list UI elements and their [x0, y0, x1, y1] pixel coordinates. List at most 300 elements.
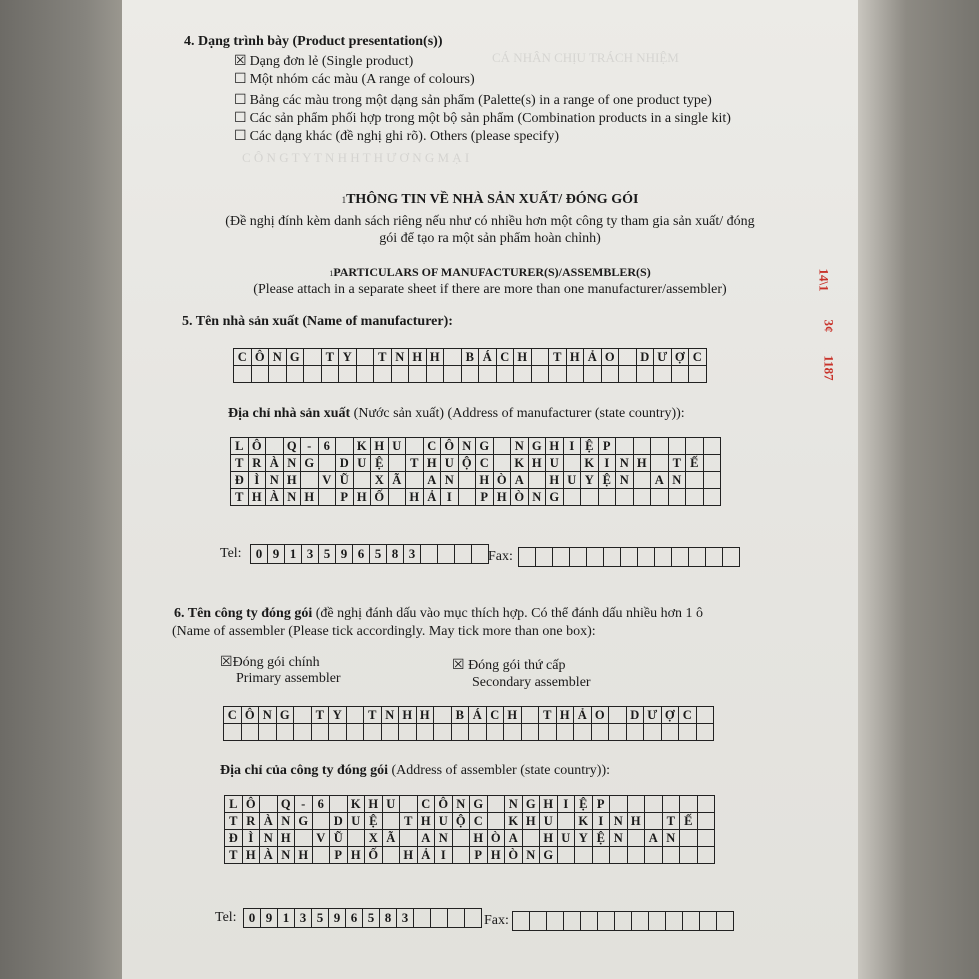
char-cell[interactable]: U	[441, 455, 459, 472]
char-cell[interactable]	[671, 366, 689, 383]
char-cell[interactable]	[294, 707, 312, 724]
char-cell[interactable]: T	[231, 455, 249, 472]
char-cell[interactable]: Ả	[417, 847, 435, 864]
digit-cell[interactable]: 0	[251, 545, 268, 564]
char-cell[interactable]	[556, 724, 574, 741]
char-cell[interactable]: U	[546, 455, 564, 472]
presentation-option[interactable]	[234, 71, 475, 88]
char-cell[interactable]	[575, 847, 593, 864]
digit-cell[interactable]	[717, 912, 734, 931]
digit-cell[interactable]: 5	[319, 545, 336, 564]
digit-cell[interactable]: 3	[302, 545, 319, 564]
primary-assembler-checkbox[interactable]: ☒	[220, 655, 233, 670]
char-cell[interactable]: À	[266, 455, 284, 472]
char-cell[interactable]: H	[409, 349, 427, 366]
char-cell[interactable]: H	[504, 707, 522, 724]
char-cell[interactable]: A	[417, 830, 435, 847]
char-cell[interactable]: Ộ	[458, 455, 476, 472]
char-cell[interactable]: R	[242, 813, 260, 830]
char-cell[interactable]	[697, 813, 715, 830]
digit-cell[interactable]	[649, 912, 666, 931]
char-cell[interactable]	[528, 472, 546, 489]
char-cell[interactable]: Ệ	[581, 438, 599, 455]
char-cell[interactable]	[426, 366, 444, 383]
char-cell[interactable]: Ợ	[671, 349, 689, 366]
char-cell[interactable]: L	[231, 438, 249, 455]
char-cell[interactable]: Q	[283, 438, 301, 455]
char-cell[interactable]: N	[668, 472, 686, 489]
char-cell[interactable]	[286, 366, 304, 383]
char-cell[interactable]: Ò	[493, 472, 511, 489]
char-cell[interactable]: C	[689, 349, 707, 366]
char-cell[interactable]: H	[406, 489, 424, 506]
char-cell[interactable]: D	[636, 349, 654, 366]
char-cell[interactable]	[598, 489, 616, 506]
char-cell[interactable]: T	[225, 847, 243, 864]
char-cell[interactable]: N	[283, 489, 301, 506]
char-cell[interactable]: T	[662, 813, 680, 830]
char-cell[interactable]: G	[276, 707, 294, 724]
char-cell[interactable]: Ã	[388, 472, 406, 489]
char-cell[interactable]	[318, 489, 336, 506]
char-cell[interactable]: K	[511, 455, 529, 472]
char-cell[interactable]	[610, 847, 628, 864]
char-cell[interactable]	[329, 724, 347, 741]
char-cell[interactable]: Ệ	[575, 796, 593, 813]
char-cell[interactable]: H	[301, 489, 319, 506]
char-cell[interactable]	[616, 438, 634, 455]
char-cell[interactable]: H	[400, 847, 418, 864]
assembler-address-grid[interactable]	[224, 795, 715, 864]
char-cell[interactable]: U	[540, 813, 558, 830]
char-cell[interactable]: T	[364, 707, 382, 724]
char-cell[interactable]: T	[549, 349, 567, 366]
char-cell[interactable]: P	[330, 847, 348, 864]
char-cell[interactable]: Ư	[654, 349, 672, 366]
char-cell[interactable]	[686, 438, 704, 455]
char-cell[interactable]	[399, 724, 417, 741]
char-cell[interactable]: -	[301, 438, 319, 455]
presentation-option[interactable]	[234, 128, 559, 145]
char-cell[interactable]: Ô	[441, 438, 459, 455]
char-cell[interactable]: H	[423, 455, 441, 472]
char-cell[interactable]	[295, 830, 313, 847]
digit-cell[interactable]	[455, 545, 472, 564]
digit-cell[interactable]: 3	[295, 909, 312, 928]
char-cell[interactable]	[451, 724, 469, 741]
char-cell[interactable]	[651, 455, 669, 472]
char-cell[interactable]: H	[540, 796, 558, 813]
digit-cell[interactable]	[638, 548, 655, 567]
char-cell[interactable]: U	[563, 472, 581, 489]
char-cell[interactable]: Ệ	[371, 455, 389, 472]
digit-cell[interactable]	[513, 912, 530, 931]
char-cell[interactable]	[339, 366, 357, 383]
char-cell[interactable]	[318, 455, 336, 472]
char-cell[interactable]	[686, 489, 704, 506]
char-cell[interactable]	[697, 847, 715, 864]
char-cell[interactable]	[444, 349, 462, 366]
char-cell[interactable]	[626, 724, 644, 741]
option-checkbox[interactable]: ☐	[234, 72, 247, 87]
char-cell[interactable]: Á	[479, 349, 497, 366]
char-cell[interactable]: Ế	[680, 813, 698, 830]
char-cell[interactable]: A	[645, 830, 663, 847]
char-cell[interactable]	[312, 813, 330, 830]
char-cell[interactable]: N	[283, 455, 301, 472]
char-cell[interactable]	[444, 366, 462, 383]
char-cell[interactable]	[469, 724, 487, 741]
digit-cell[interactable]: 5	[370, 545, 387, 564]
char-cell[interactable]: T	[668, 455, 686, 472]
digit-cell[interactable]	[615, 912, 632, 931]
char-cell[interactable]: H	[347, 847, 365, 864]
char-cell[interactable]: N	[266, 472, 284, 489]
char-cell[interactable]	[616, 489, 634, 506]
char-cell[interactable]	[680, 796, 698, 813]
char-cell[interactable]: À	[260, 813, 278, 830]
char-cell[interactable]	[601, 366, 619, 383]
char-cell[interactable]: U	[388, 438, 406, 455]
char-cell[interactable]: B	[451, 707, 469, 724]
char-cell[interactable]: Ô	[251, 349, 269, 366]
char-cell[interactable]: U	[435, 813, 453, 830]
option-checkbox[interactable]: ☐	[234, 111, 247, 126]
char-cell[interactable]	[697, 796, 715, 813]
digit-cell[interactable]: 9	[268, 545, 285, 564]
char-cell[interactable]	[627, 830, 645, 847]
char-cell[interactable]: H	[353, 489, 371, 506]
char-cell[interactable]	[661, 724, 679, 741]
char-cell[interactable]: G	[286, 349, 304, 366]
char-cell[interactable]: L	[225, 796, 243, 813]
char-cell[interactable]: T	[539, 707, 557, 724]
char-cell[interactable]: H	[487, 847, 505, 864]
digit-cell[interactable]: 3	[404, 545, 421, 564]
char-cell[interactable]: P	[476, 489, 494, 506]
char-cell[interactable]	[703, 438, 721, 455]
char-cell[interactable]: Y	[575, 830, 593, 847]
char-cell[interactable]: C	[224, 707, 242, 724]
char-cell[interactable]	[557, 813, 575, 830]
char-cell[interactable]	[662, 796, 680, 813]
char-cell[interactable]	[234, 366, 252, 383]
char-cell[interactable]	[400, 796, 418, 813]
char-cell[interactable]	[696, 707, 714, 724]
char-cell[interactable]	[269, 366, 287, 383]
char-cell[interactable]: H	[426, 349, 444, 366]
char-cell[interactable]	[276, 724, 294, 741]
char-cell[interactable]: Q	[277, 796, 295, 813]
char-cell[interactable]: N	[662, 830, 680, 847]
char-cell[interactable]	[452, 847, 470, 864]
char-cell[interactable]: C	[470, 813, 488, 830]
char-cell[interactable]: T	[311, 707, 329, 724]
char-cell[interactable]	[566, 366, 584, 383]
char-cell[interactable]: P	[598, 438, 616, 455]
char-cell[interactable]: H	[283, 472, 301, 489]
char-cell[interactable]	[609, 707, 627, 724]
digit-cell[interactable]	[581, 912, 598, 931]
char-cell[interactable]	[686, 472, 704, 489]
char-cell[interactable]	[487, 796, 505, 813]
char-cell[interactable]: À	[260, 847, 278, 864]
digit-cell[interactable]	[604, 548, 621, 567]
char-cell[interactable]: T	[374, 349, 392, 366]
char-cell[interactable]: N	[528, 489, 546, 506]
digit-cell[interactable]	[536, 548, 553, 567]
char-cell[interactable]: À	[266, 489, 284, 506]
char-cell[interactable]: U	[353, 455, 371, 472]
char-cell[interactable]	[409, 366, 427, 383]
digit-cell[interactable]	[414, 909, 431, 928]
char-cell[interactable]	[374, 366, 392, 383]
char-cell[interactable]	[522, 830, 540, 847]
char-cell[interactable]	[668, 489, 686, 506]
char-cell[interactable]	[697, 830, 715, 847]
char-cell[interactable]	[321, 366, 339, 383]
char-cell[interactable]: H	[476, 472, 494, 489]
char-cell[interactable]: Ũ	[336, 472, 354, 489]
char-cell[interactable]: Ộ	[452, 813, 470, 830]
char-cell[interactable]	[356, 349, 374, 366]
char-cell[interactable]	[304, 366, 322, 383]
char-cell[interactable]: H	[399, 707, 417, 724]
manufacturer-address-grid[interactable]	[230, 437, 721, 506]
char-cell[interactable]: C	[486, 707, 504, 724]
digit-cell[interactable]	[421, 545, 438, 564]
char-cell[interactable]	[651, 438, 669, 455]
char-cell[interactable]	[461, 366, 479, 383]
char-cell[interactable]: P	[336, 489, 354, 506]
char-cell[interactable]	[680, 830, 698, 847]
char-cell[interactable]: N	[259, 707, 277, 724]
char-cell[interactable]: A	[651, 472, 669, 489]
char-cell[interactable]: I	[557, 796, 575, 813]
char-cell[interactable]	[251, 366, 269, 383]
char-cell[interactable]: Ư	[644, 707, 662, 724]
char-cell[interactable]: G	[470, 796, 488, 813]
digit-cell[interactable]	[632, 912, 649, 931]
char-cell[interactable]: H	[470, 830, 488, 847]
digit-cell[interactable]: 5	[363, 909, 380, 928]
manufacturer-name-grid[interactable]	[233, 348, 707, 383]
char-cell[interactable]	[633, 472, 651, 489]
char-cell[interactable]: -	[295, 796, 313, 813]
char-cell[interactable]: C	[679, 707, 697, 724]
char-cell[interactable]: Ố	[365, 847, 383, 864]
char-cell[interactable]	[584, 366, 602, 383]
char-cell[interactable]: H	[248, 489, 266, 506]
char-cell[interactable]: Á	[469, 707, 487, 724]
char-cell[interactable]: B	[461, 349, 479, 366]
char-cell[interactable]: G	[301, 455, 319, 472]
char-cell[interactable]: U	[347, 813, 365, 830]
char-cell[interactable]	[645, 847, 663, 864]
digit-cell[interactable]	[530, 912, 547, 931]
char-cell[interactable]	[346, 707, 364, 724]
char-cell[interactable]: I	[563, 438, 581, 455]
digit-cell[interactable]	[672, 548, 689, 567]
char-cell[interactable]: H	[566, 349, 584, 366]
digit-cell[interactable]: 6	[346, 909, 363, 928]
char-cell[interactable]	[563, 489, 581, 506]
char-cell[interactable]	[241, 724, 259, 741]
char-cell[interactable]: Ệ	[592, 830, 610, 847]
char-cell[interactable]: Ô	[241, 707, 259, 724]
char-cell[interactable]	[627, 796, 645, 813]
char-cell[interactable]: H	[627, 813, 645, 830]
char-cell[interactable]: K	[347, 796, 365, 813]
char-cell[interactable]: Ô	[435, 796, 453, 813]
char-cell[interactable]	[388, 455, 406, 472]
char-cell[interactable]: N	[505, 796, 523, 813]
digit-cell[interactable]: 5	[312, 909, 329, 928]
char-cell[interactable]: V	[318, 472, 336, 489]
digit-cell[interactable]	[465, 909, 482, 928]
manufacturer-fax-field[interactable]	[518, 547, 740, 567]
char-cell[interactable]: T	[321, 349, 339, 366]
char-cell[interactable]	[592, 847, 610, 864]
digit-cell[interactable]	[553, 548, 570, 567]
char-cell[interactable]: T	[231, 489, 249, 506]
char-cell[interactable]: K	[575, 813, 593, 830]
char-cell[interactable]	[689, 366, 707, 383]
digit-cell[interactable]	[472, 545, 489, 564]
char-cell[interactable]: H	[371, 438, 389, 455]
digit-cell[interactable]	[438, 545, 455, 564]
assembler-tel-field[interactable]	[243, 908, 482, 928]
char-cell[interactable]: Ệ	[365, 813, 383, 830]
char-cell[interactable]: C	[476, 455, 494, 472]
char-cell[interactable]	[312, 847, 330, 864]
char-cell[interactable]	[644, 724, 662, 741]
char-cell[interactable]: N	[610, 830, 628, 847]
digit-cell[interactable]	[689, 548, 706, 567]
digit-cell[interactable]	[547, 912, 564, 931]
char-cell[interactable]	[400, 830, 418, 847]
secondary-assembler-option[interactable]	[452, 657, 565, 674]
assembler-fax-field[interactable]	[512, 911, 734, 931]
digit-cell[interactable]: 0	[244, 909, 261, 928]
char-cell[interactable]: C	[496, 349, 514, 366]
char-cell[interactable]	[356, 366, 374, 383]
char-cell[interactable]: Ì	[248, 472, 266, 489]
char-cell[interactable]: 6	[318, 438, 336, 455]
char-cell[interactable]: G	[522, 796, 540, 813]
char-cell[interactable]: K	[581, 455, 599, 472]
assembler-name-grid[interactable]	[223, 706, 714, 741]
digit-cell[interactable]	[564, 912, 581, 931]
char-cell[interactable]	[645, 796, 663, 813]
char-cell[interactable]	[636, 366, 654, 383]
char-cell[interactable]	[391, 366, 409, 383]
char-cell[interactable]	[353, 472, 371, 489]
char-cell[interactable]: I	[598, 455, 616, 472]
char-cell[interactable]	[364, 724, 382, 741]
char-cell[interactable]: Ả	[423, 489, 441, 506]
digit-cell[interactable]: 1	[285, 545, 302, 564]
digit-cell[interactable]	[570, 548, 587, 567]
char-cell[interactable]: T	[225, 813, 243, 830]
char-cell[interactable]	[651, 489, 669, 506]
char-cell[interactable]: P	[592, 796, 610, 813]
char-cell[interactable]: N	[511, 438, 529, 455]
char-cell[interactable]: H	[416, 707, 434, 724]
presentation-option[interactable]	[234, 53, 413, 70]
char-cell[interactable]	[619, 349, 637, 366]
char-cell[interactable]: H	[556, 707, 574, 724]
char-cell[interactable]: N	[610, 813, 628, 830]
presentation-option[interactable]	[234, 110, 731, 127]
char-cell[interactable]: Đ	[225, 830, 243, 847]
char-cell[interactable]: Ả	[574, 707, 592, 724]
char-cell[interactable]	[434, 724, 452, 741]
digit-cell[interactable]: 8	[380, 909, 397, 928]
char-cell[interactable]: U	[382, 796, 400, 813]
char-cell[interactable]: G	[540, 847, 558, 864]
option-checkbox[interactable]: ☐	[234, 93, 247, 108]
char-cell[interactable]: Y	[339, 349, 357, 366]
char-cell[interactable]	[539, 724, 557, 741]
char-cell[interactable]	[654, 366, 672, 383]
char-cell[interactable]	[703, 489, 721, 506]
char-cell[interactable]: H	[493, 489, 511, 506]
char-cell[interactable]: C	[234, 349, 252, 366]
char-cell[interactable]: Ã	[382, 830, 400, 847]
char-cell[interactable]	[406, 472, 424, 489]
char-cell[interactable]: Y	[581, 472, 599, 489]
char-cell[interactable]	[311, 724, 329, 741]
char-cell[interactable]: I	[592, 813, 610, 830]
char-cell[interactable]	[266, 438, 284, 455]
char-cell[interactable]	[662, 847, 680, 864]
char-cell[interactable]	[680, 847, 698, 864]
char-cell[interactable]	[381, 724, 399, 741]
char-cell[interactable]: H	[522, 813, 540, 830]
char-cell[interactable]: I	[441, 489, 459, 506]
char-cell[interactable]	[531, 349, 549, 366]
char-cell[interactable]	[294, 724, 312, 741]
char-cell[interactable]: Ô	[242, 796, 260, 813]
char-cell[interactable]	[549, 366, 567, 383]
char-cell[interactable]: G	[546, 489, 564, 506]
char-cell[interactable]: N	[269, 349, 287, 366]
digit-cell[interactable]	[519, 548, 536, 567]
char-cell[interactable]	[581, 489, 599, 506]
char-cell[interactable]: N	[381, 707, 399, 724]
char-cell[interactable]: U	[557, 830, 575, 847]
char-cell[interactable]: C	[417, 796, 435, 813]
presentation-option[interactable]	[234, 92, 712, 109]
char-cell[interactable]: G	[528, 438, 546, 455]
char-cell[interactable]	[493, 455, 511, 472]
char-cell[interactable]: V	[312, 830, 330, 847]
char-cell[interactable]: N	[616, 455, 634, 472]
char-cell[interactable]	[668, 438, 686, 455]
char-cell[interactable]: A	[511, 472, 529, 489]
char-cell[interactable]	[645, 813, 663, 830]
char-cell[interactable]: N	[277, 847, 295, 864]
char-cell[interactable]	[493, 438, 511, 455]
secondary-assembler-checkbox[interactable]: ☒	[452, 658, 465, 673]
char-cell[interactable]: D	[626, 707, 644, 724]
char-cell[interactable]	[557, 847, 575, 864]
char-cell[interactable]: Ệ	[598, 472, 616, 489]
char-cell[interactable]	[521, 707, 539, 724]
char-cell[interactable]	[259, 724, 277, 741]
char-cell[interactable]	[382, 813, 400, 830]
